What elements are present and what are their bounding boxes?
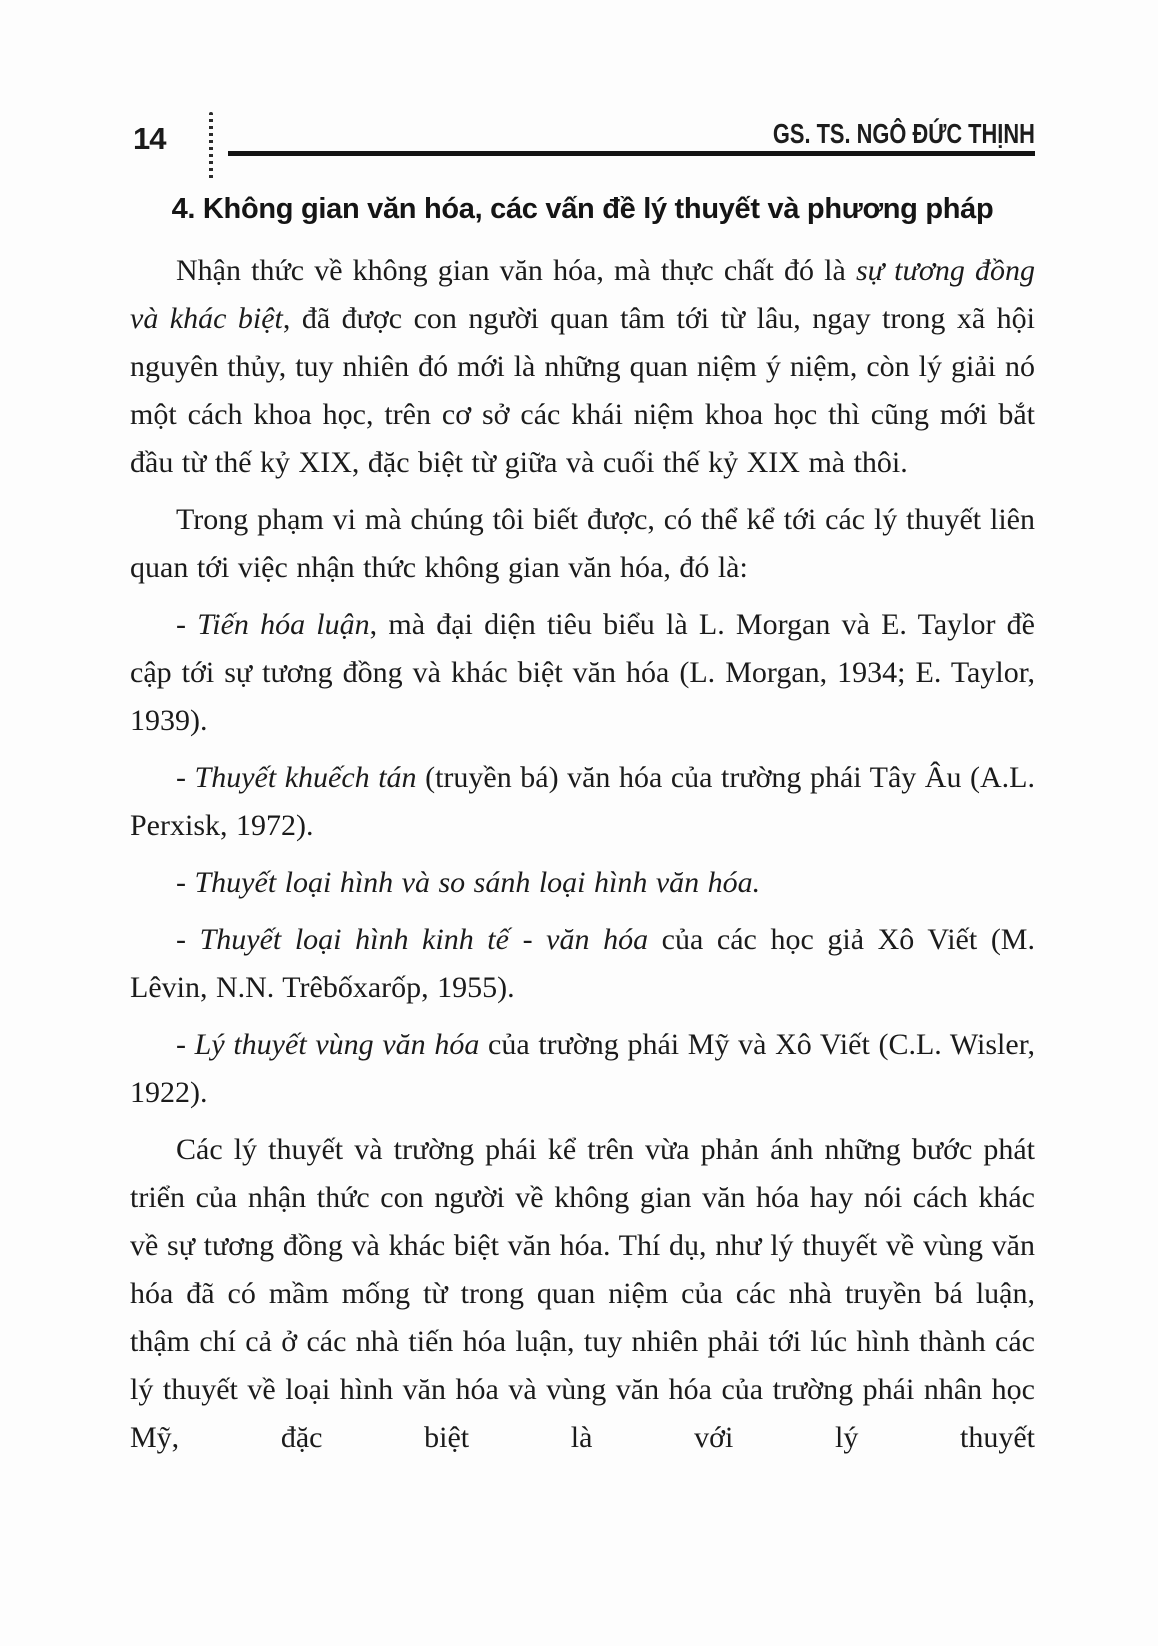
body-text [130,247,1035,1462]
header-rule [228,151,1035,156]
page-number: 14 [133,121,166,156]
paragraph-intro: Nhận thức về không gian văn hóa, mà thực chất đó là sự tương đồng và khác biệt, đã được con người quan tâm tới từ lâu, ngay trong xã hội nguyên thủy, tuy nhiên đó mới là những quan niệm ý niệm, còn lý giải nó một cách khoa học, trên cơ sở các khái niệm khoa học thì cũng mới bắt đầu từ thế kỷ XIX, đặc biệt từ giữa và cuối thế kỷ XIX mà thôi. [130,254,1035,479]
paragraph-list-lead: Trong phạm vi mà chúng tôi biết được, có thể kể tới các lý thuyết liên quan tới việc nhận thức không gian văn hóa, đó là: [130,503,1035,584]
ornament-chain-icon [209,112,213,182]
bullet-economic-typology: - Thuyết loại hình kinh tế - văn hóa của các học giả Xô Viết (M. Lêvin, N.N. Trêbốxarốp, 1955). [130,923,1035,1004]
bullet-diffusionism: - Thuyết khuếch tán (truyền bá) văn hóa của trường phái Tây Âu (A.L. Perxisk, 1972). [130,761,1035,842]
bullet-cultural-area: - Lý thuyết vùng văn hóa của trường phái Mỹ và Xô Viết (C.L. Wisler, 1922). [130,1028,1035,1109]
running-header-author: GS. TS. NGÔ ĐỨC THỊNH [772,118,1035,149]
bullet-evolutionism: - Tiến hóa luận, mà đại diện tiêu biểu là L. Morgan và E. Taylor đề cập tới sự tương đồng và khác biệt văn hóa (L. Morgan, 1934; E. Taylor, 1939). [130,608,1035,737]
paragraph-conclusion: Các lý thuyết và trường phái kể trên vừa phản ánh những bước phát triển của nhận thức con người về không gian văn hóa hay nói cách khác về sự tương đồng và khác biệt văn hóa. Thí dụ, như lý thuyết về vùng văn hóa đã có mầm mống từ trong quan niệm của các nhà truyền bá luận, thậm chí cả ở các nhà tiến hóa luận, tuy nhiên phải tới lúc hình thành các lý thuyết về loại hình văn hóa và vùng văn hóa của trường phái nhân học Mỹ, đặc biệt là với lý thuyết [130,1133,1035,1454]
section-heading: 4. Không gian văn hóa, các vấn đề lý thuyết và phương pháp [171,193,994,225]
bullet-typology: - Thuyết loại hình và so sánh loại hình văn hóa. [176,866,761,899]
